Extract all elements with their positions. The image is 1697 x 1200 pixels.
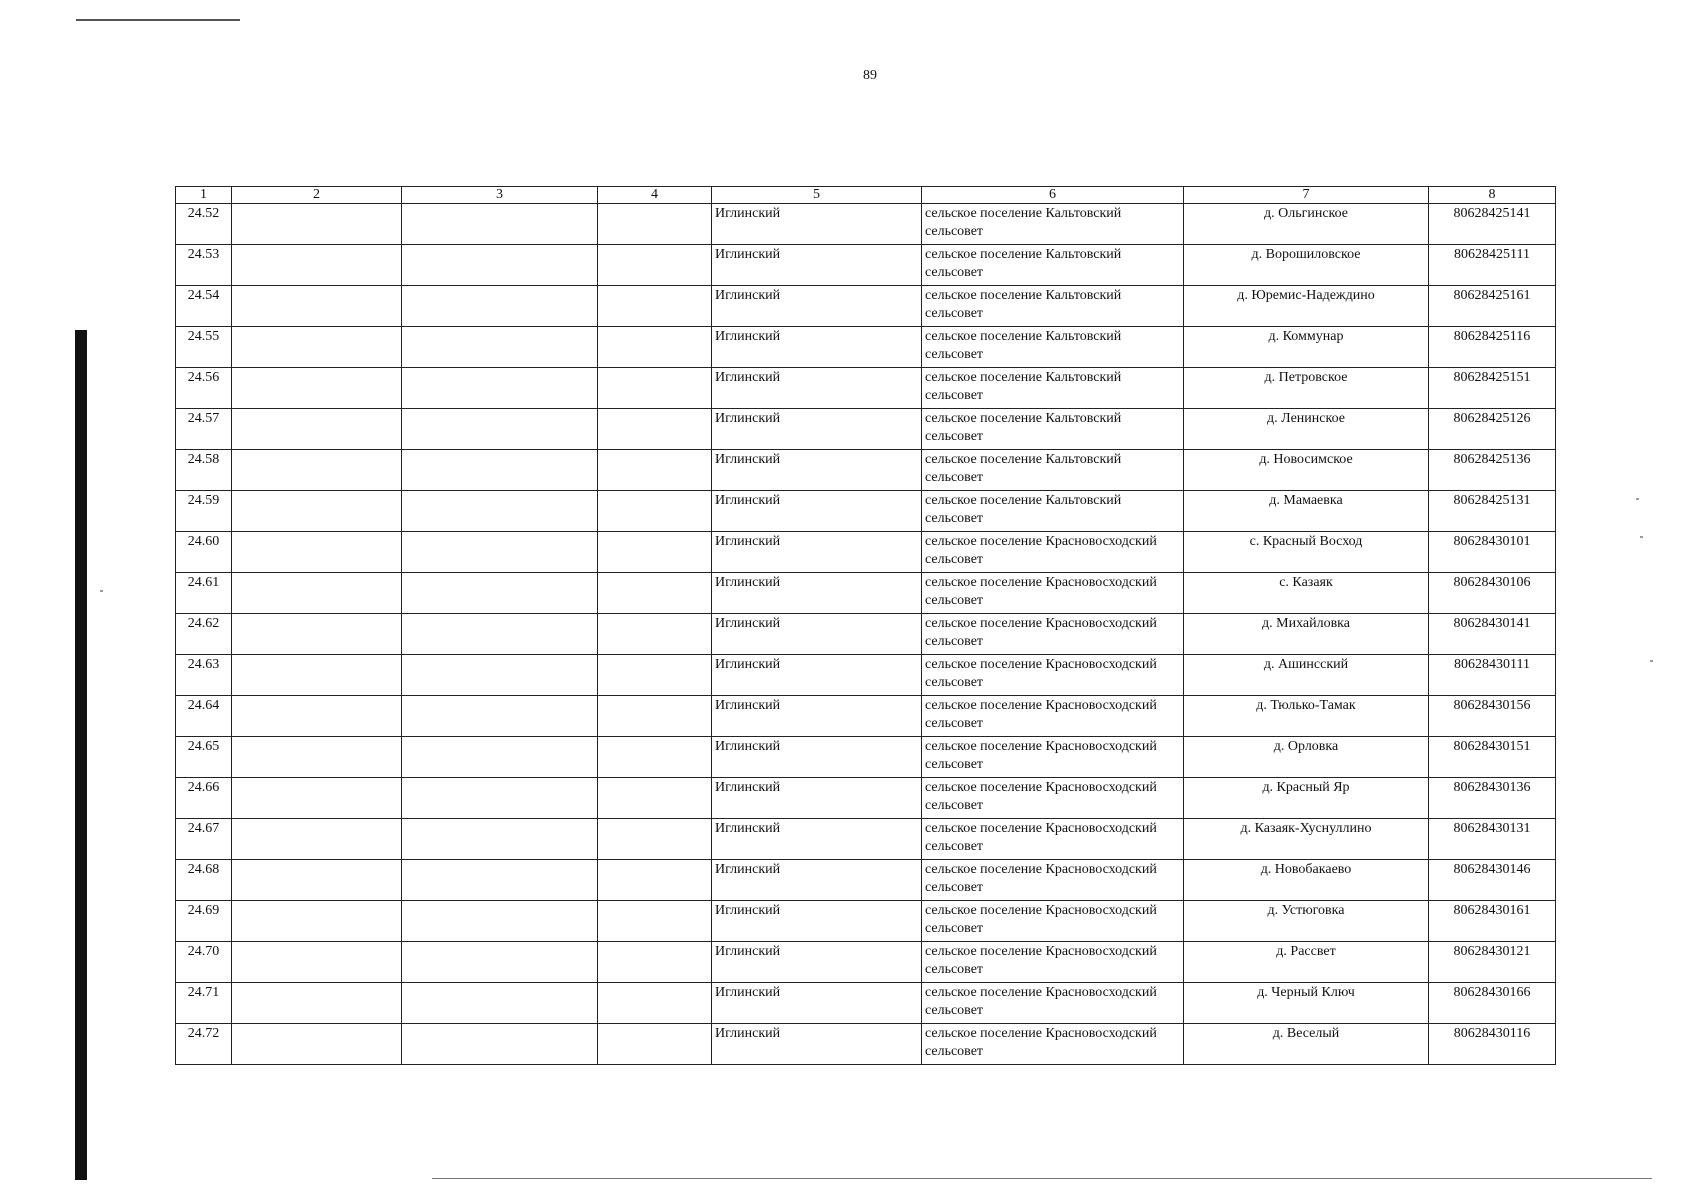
oktmo-code-cell: 80628425151: [1429, 368, 1556, 409]
table-row: [176, 368, 1556, 409]
table-row: [176, 860, 1556, 901]
oktmo-code-cell: 80628430141: [1429, 614, 1556, 655]
locality-cell: д. Ленинское: [1184, 409, 1429, 450]
locality-cell: д. Новосимское: [1184, 450, 1429, 491]
locality-cell: д. Черный Ключ: [1184, 983, 1429, 1024]
oktmo-code-cell: 80628430101: [1429, 532, 1556, 573]
table-row: [176, 491, 1556, 532]
table-row: [176, 696, 1556, 737]
settlement-cell: сельское поселение Красновосходский сельсовет: [922, 983, 1184, 1024]
district-cell: Иглинский: [712, 204, 922, 245]
district-cell: Иглинский: [712, 1024, 922, 1065]
table-row: [176, 819, 1556, 860]
settlement-cell: сельское поселение Кальтовский сельсовет: [922, 286, 1184, 327]
column-2-cell: [232, 901, 402, 942]
row-number-cell: 24.64: [176, 696, 232, 737]
district-cell: Иглинский: [712, 245, 922, 286]
district-cell: Иглинский: [712, 491, 922, 532]
settlement-cell: сельское поселение Красновосходский сельсовет: [922, 655, 1184, 696]
oktmo-code-cell: 80628430111: [1429, 655, 1556, 696]
locality-cell: д. Юремис-Надеждино: [1184, 286, 1429, 327]
settlement-cell: сельское поселение Красновосходский сельсовет: [922, 696, 1184, 737]
column-2-cell: [232, 819, 402, 860]
column-4-cell: [598, 532, 712, 573]
table-row: [176, 901, 1556, 942]
oktmo-code-cell: 80628430156: [1429, 696, 1556, 737]
table-row: [176, 450, 1556, 491]
table-row: [176, 983, 1556, 1024]
column-2-cell: [232, 1024, 402, 1065]
table-row: [176, 942, 1556, 983]
settlement-cell: сельское поселение Красновосходский сельсовет: [922, 901, 1184, 942]
column-4-cell: [598, 327, 712, 368]
district-cell: Иглинский: [712, 573, 922, 614]
locality-cell: д. Ворошиловское: [1184, 245, 1429, 286]
column-3-cell: [402, 614, 598, 655]
column-header: 8: [1429, 187, 1556, 204]
column-3-cell: [402, 204, 598, 245]
settlement-cell: сельское поселение Красновосходский сельсовет: [922, 532, 1184, 573]
district-cell: Иглинский: [712, 737, 922, 778]
scan-speck: [1636, 498, 1639, 500]
column-2-cell: [232, 491, 402, 532]
district-cell: Иглинский: [712, 450, 922, 491]
settlement-cell: сельское поселение Красновосходский сельсовет: [922, 573, 1184, 614]
locality-cell: д. Красный Яр: [1184, 778, 1429, 819]
column-3-cell: [402, 532, 598, 573]
column-4-cell: [598, 204, 712, 245]
column-3-cell: [402, 942, 598, 983]
scan-speck: [100, 590, 103, 592]
column-3-cell: [402, 901, 598, 942]
table-row: [176, 737, 1556, 778]
row-number-cell: 24.52: [176, 204, 232, 245]
settlement-cell: сельское поселение Красновосходский сельсовет: [922, 860, 1184, 901]
column-3-cell: [402, 819, 598, 860]
column-header: 1: [176, 187, 232, 204]
column-2-cell: [232, 614, 402, 655]
column-2-cell: [232, 737, 402, 778]
oktmo-code-cell: 80628425161: [1429, 286, 1556, 327]
table-row: [176, 1024, 1556, 1065]
oktmo-code-cell: 80628430161: [1429, 901, 1556, 942]
column-header: 4: [598, 187, 712, 204]
table-row: [176, 778, 1556, 819]
column-3-cell: [402, 409, 598, 450]
row-number-cell: 24.53: [176, 245, 232, 286]
column-4-cell: [598, 286, 712, 327]
column-2-cell: [232, 286, 402, 327]
table-body: [176, 204, 1556, 1065]
column-2-cell: [232, 327, 402, 368]
column-2-cell: [232, 696, 402, 737]
column-2-cell: [232, 368, 402, 409]
locality-cell: с. Красный Восход: [1184, 532, 1429, 573]
table-row: [176, 409, 1556, 450]
oktmo-code-cell: 80628425116: [1429, 327, 1556, 368]
locality-cell: с. Казаяк: [1184, 573, 1429, 614]
district-cell: Иглинский: [712, 819, 922, 860]
oktmo-code-cell: 80628430166: [1429, 983, 1556, 1024]
settlements-table: [175, 186, 1556, 1065]
column-4-cell: [598, 778, 712, 819]
oktmo-code-cell: 80628430121: [1429, 942, 1556, 983]
table-row: [176, 245, 1556, 286]
oktmo-code-cell: 80628430136: [1429, 778, 1556, 819]
page-number: 89: [863, 68, 877, 83]
column-2-cell: [232, 942, 402, 983]
column-3-cell: [402, 983, 598, 1024]
column-4-cell: [598, 901, 712, 942]
column-4-cell: [598, 696, 712, 737]
column-4-cell: [598, 491, 712, 532]
settlement-cell: сельское поселение Кальтовский сельсовет: [922, 409, 1184, 450]
column-2-cell: [232, 573, 402, 614]
locality-cell: д. Новобакаево: [1184, 860, 1429, 901]
table-row: [176, 204, 1556, 245]
column-header: 6: [922, 187, 1184, 204]
row-number-cell: 24.72: [176, 1024, 232, 1065]
row-number-cell: 24.62: [176, 614, 232, 655]
row-number-cell: 24.63: [176, 655, 232, 696]
column-4-cell: [598, 942, 712, 983]
column-4-cell: [598, 983, 712, 1024]
locality-cell: д. Тюлько-Тамак: [1184, 696, 1429, 737]
bottom-rule: [432, 1178, 1652, 1179]
column-4-cell: [598, 819, 712, 860]
locality-cell: д. Устюговка: [1184, 901, 1429, 942]
locality-cell: д. Рассвет: [1184, 942, 1429, 983]
settlement-cell: сельское поселение Красновосходский сельсовет: [922, 819, 1184, 860]
oktmo-code-cell: 80628430151: [1429, 737, 1556, 778]
settlement-cell: сельское поселение Красновосходский сельсовет: [922, 778, 1184, 819]
table-row: [176, 286, 1556, 327]
column-4-cell: [598, 245, 712, 286]
oktmo-code-cell: 80628430106: [1429, 573, 1556, 614]
column-4-cell: [598, 860, 712, 901]
table-row: [176, 655, 1556, 696]
column-numbers-row: [176, 187, 1556, 204]
settlement-cell: сельское поселение Красновосходский сельсовет: [922, 1024, 1184, 1065]
district-cell: Иглинский: [712, 368, 922, 409]
locality-cell: д. Ольгинское: [1184, 204, 1429, 245]
row-number-cell: 24.58: [176, 450, 232, 491]
oktmo-code-cell: 80628425136: [1429, 450, 1556, 491]
column-4-cell: [598, 655, 712, 696]
row-number-cell: 24.66: [176, 778, 232, 819]
column-2-cell: [232, 532, 402, 573]
district-cell: Иглинский: [712, 778, 922, 819]
row-number-cell: 24.71: [176, 983, 232, 1024]
column-4-cell: [598, 614, 712, 655]
table-row: [176, 573, 1556, 614]
column-2-cell: [232, 655, 402, 696]
left-margin-bar: [75, 330, 87, 1180]
column-4-cell: [598, 573, 712, 614]
scan-speck: [1640, 536, 1643, 538]
oktmo-code-cell: 80628425131: [1429, 491, 1556, 532]
column-4-cell: [598, 409, 712, 450]
column-3-cell: [402, 696, 598, 737]
column-2-cell: [232, 409, 402, 450]
district-cell: Иглинский: [712, 901, 922, 942]
district-cell: Иглинский: [712, 327, 922, 368]
settlement-cell: сельское поселение Кальтовский сельсовет: [922, 368, 1184, 409]
locality-cell: д. Орловка: [1184, 737, 1429, 778]
row-number-cell: 24.59: [176, 491, 232, 532]
settlement-cell: сельское поселение Кальтовский сельсовет: [922, 450, 1184, 491]
district-cell: Иглинский: [712, 614, 922, 655]
district-cell: Иглинский: [712, 286, 922, 327]
column-3-cell: [402, 368, 598, 409]
oktmo-code-cell: 80628430131: [1429, 819, 1556, 860]
oktmo-code-cell: 80628425111: [1429, 245, 1556, 286]
column-header: 5: [712, 187, 922, 204]
locality-cell: д. Михайловка: [1184, 614, 1429, 655]
row-number-cell: 24.54: [176, 286, 232, 327]
column-3-cell: [402, 491, 598, 532]
settlement-cell: сельское поселение Кальтовский сельсовет: [922, 491, 1184, 532]
district-cell: Иглинский: [712, 655, 922, 696]
table-row: [176, 327, 1556, 368]
locality-cell: д. Мамаевка: [1184, 491, 1429, 532]
column-3-cell: [402, 450, 598, 491]
settlement-cell: сельское поселение Красновосходский сельсовет: [922, 942, 1184, 983]
table-row: [176, 532, 1556, 573]
column-2-cell: [232, 245, 402, 286]
row-number-cell: 24.69: [176, 901, 232, 942]
column-4-cell: [598, 450, 712, 491]
column-3-cell: [402, 737, 598, 778]
settlement-cell: сельское поселение Красновосходский сельсовет: [922, 737, 1184, 778]
column-3-cell: [402, 860, 598, 901]
column-4-cell: [598, 368, 712, 409]
locality-cell: д. Коммунар: [1184, 327, 1429, 368]
column-3-cell: [402, 573, 598, 614]
district-cell: Иглинский: [712, 983, 922, 1024]
oktmo-code-cell: 80628425126: [1429, 409, 1556, 450]
row-number-cell: 24.60: [176, 532, 232, 573]
row-number-cell: 24.70: [176, 942, 232, 983]
row-number-cell: 24.61: [176, 573, 232, 614]
column-header: 7: [1184, 187, 1429, 204]
settlement-cell: сельское поселение Красновосходский сельсовет: [922, 614, 1184, 655]
row-number-cell: 24.55: [176, 327, 232, 368]
column-2-cell: [232, 778, 402, 819]
column-3-cell: [402, 327, 598, 368]
column-2-cell: [232, 450, 402, 491]
locality-cell: д. Казаяк-Хуснуллино: [1184, 819, 1429, 860]
column-3-cell: [402, 1024, 598, 1065]
row-number-cell: 24.56: [176, 368, 232, 409]
settlement-cell: сельское поселение Кальтовский сельсовет: [922, 204, 1184, 245]
column-4-cell: [598, 737, 712, 778]
column-3-cell: [402, 655, 598, 696]
row-number-cell: 24.65: [176, 737, 232, 778]
row-number-cell: 24.57: [176, 409, 232, 450]
column-4-cell: [598, 1024, 712, 1065]
oktmo-code-cell: 80628425141: [1429, 204, 1556, 245]
locality-cell: д. Петровское: [1184, 368, 1429, 409]
oktmo-code-cell: 80628430116: [1429, 1024, 1556, 1065]
column-3-cell: [402, 286, 598, 327]
column-3-cell: [402, 245, 598, 286]
district-cell: Иглинский: [712, 409, 922, 450]
district-cell: Иглинский: [712, 942, 922, 983]
district-cell: Иглинский: [712, 860, 922, 901]
scan-speck: [1650, 660, 1653, 662]
district-cell: Иглинский: [712, 532, 922, 573]
oktmo-code-cell: 80628430146: [1429, 860, 1556, 901]
top-rule: [76, 19, 240, 21]
district-cell: Иглинский: [712, 696, 922, 737]
column-2-cell: [232, 983, 402, 1024]
settlement-cell: сельское поселение Кальтовский сельсовет: [922, 245, 1184, 286]
column-2-cell: [232, 860, 402, 901]
column-2-cell: [232, 204, 402, 245]
column-3-cell: [402, 778, 598, 819]
column-header: 3: [402, 187, 598, 204]
row-number-cell: 24.67: [176, 819, 232, 860]
locality-cell: д. Ашинсский: [1184, 655, 1429, 696]
row-number-cell: 24.68: [176, 860, 232, 901]
settlement-cell: сельское поселение Кальтовский сельсовет: [922, 327, 1184, 368]
column-header: 2: [232, 187, 402, 204]
locality-cell: д. Веселый: [1184, 1024, 1429, 1065]
table-row: [176, 614, 1556, 655]
